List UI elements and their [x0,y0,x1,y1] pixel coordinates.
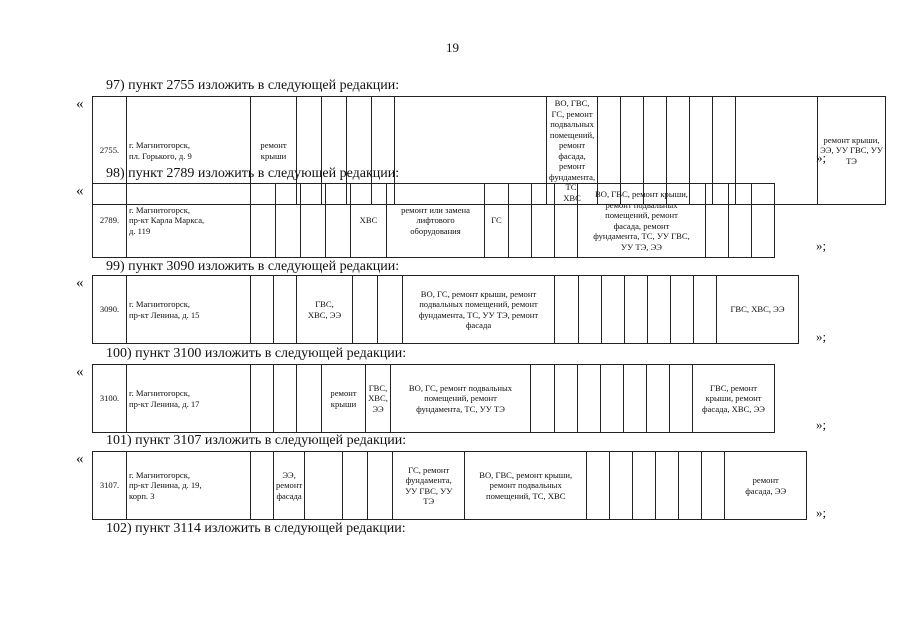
amendment-table [92,364,775,433]
table-cell [647,365,670,433]
close-quote: »; [816,505,827,520]
table-cell: ХВС [351,184,387,258]
table-cell: ВО, ГВС, ремонт крыши, ремонт подвальных помещений, ремонт фасада, ремонт фундамента, ТС, УУ ГВС, УУ ТЭ, ЭЭ [578,184,706,258]
table-cell [378,276,403,344]
table-cell: ГС [485,184,509,258]
address-cell: г. Магнитогорск, пр-кт Ленина, д. 15 [127,276,251,344]
item-number: 3100. [93,365,127,433]
amendment-heading: 99) пункт 3090 изложить в следующей редакции: [106,259,400,274]
page-number: 19 [446,40,459,55]
table-cell [624,365,647,433]
table-cell [555,365,578,433]
amendment-heading: 101) пункт 3107 изложить в следующей редакции: [106,433,407,448]
table-cell: ремонт крыши [251,97,297,205]
table-cell: ВО, ГВС, ремонт крыши, ремонт подвальных помещений, ТС, ХВС [465,452,587,520]
table-row [93,365,775,433]
address-cell: г. Магнитогорск, пр-кт Ленина, д. 19, корп. 3 [127,452,251,520]
amendment-heading: 97) пункт 2755 изложить в следующей редакции: [106,78,400,93]
table-cell [531,365,555,433]
table-cell [670,365,693,433]
table-cell [297,365,322,433]
table-cell [752,184,775,258]
table-cell [610,452,633,520]
table-cell [694,276,717,344]
table-cell [602,276,625,344]
close-quote: »; [816,417,827,432]
table-cell [251,365,274,433]
table-row [93,184,775,258]
table-cell [579,276,602,344]
amendment-heading: 100) пункт 3100 изложить в следующей редакции: [106,346,407,361]
table-cell [353,276,378,344]
address-cell: г. Магнитогорск, пр-кт Ленина, д. 17 [127,365,251,433]
table-cell [671,276,694,344]
table-cell [276,184,301,258]
open-quote: « [76,451,84,467]
table-cell [679,452,702,520]
table-cell: ГВС, ХВС, ЭЭ [717,276,799,344]
open-quote: « [76,183,84,199]
item-number: 3107. [93,452,127,520]
table-cell [305,452,343,520]
table-cell [368,452,393,520]
table-cell [555,184,578,258]
table-cell [301,184,326,258]
table-cell [251,184,276,258]
address-cell: г. Магнитогорск, пл. Горького, д. 9 [127,97,251,205]
table-cell [251,276,274,344]
amendment-heading: 98) пункт 2789 изложить в следующей редакции: [106,166,400,181]
item-number: 3090. [93,276,127,344]
open-quote: « [76,96,84,112]
open-quote: « [76,364,84,380]
table-row [93,452,807,520]
table-cell: ГС, ремонт фундамента, УУ ГВС, УУ ТЭ [393,452,465,520]
table-cell [532,184,555,258]
table-cell [251,452,274,520]
table-cell [274,276,297,344]
item-number: 2789. [93,184,127,258]
open-quote: « [76,275,84,291]
table-cell: ремонт крыши, ЭЭ, УУ ГВС, УУ ТЭ [818,97,886,205]
address-cell: г. Магнитогорск, пр-кт Карла Маркса, д. 119 [127,184,251,258]
table-cell [578,365,601,433]
table-cell [274,365,297,433]
table-cell [633,452,656,520]
amendment-table [92,275,799,344]
table-cell: ГВС, ХВС, ЭЭ [297,276,353,344]
table-cell: ВО, ГС, ремонт крыши, ремонт подвальных помещений, ремонт фундамента, ТС, УУ ТЭ, ремонт фасада [403,276,555,344]
table-cell [729,184,752,258]
table-cell: ВО, ГС, ремонт подвальных помещений, ремонт фундамента, ТС, УУ ТЭ [391,365,531,433]
table-cell: ремонт или замена лифтового оборудования [387,184,485,258]
amendment-heading: 102) пункт 3114 изложить в следующей редакции: [106,521,406,536]
table-cell: ремонт фасада, ЭЭ [725,452,807,520]
table-cell: ГВС, ремонт крыши, ремонт фасада, ХВС, ЭЭ [693,365,775,433]
table-cell: ВО, ГВС, ГС, ремонт подвальных помещений, ремонт фасада, ремонт фундамента, ТС, ХВС [547,97,598,205]
table-cell [656,452,679,520]
item-number: 2755. [93,97,127,205]
close-quote: »; [816,238,827,253]
amendment-table [92,451,807,520]
close-quote: »; [816,329,827,344]
table-cell [509,184,532,258]
table-cell [601,365,624,433]
table-row [93,276,799,344]
table-cell [625,276,648,344]
table-cell [587,452,610,520]
amendment-table [92,183,775,258]
table-cell: ГВС, ХВС, ЭЭ [366,365,391,433]
close-quote: »; [816,150,827,165]
table-cell [648,276,671,344]
table-cell [343,452,368,520]
table-cell [326,184,351,258]
table-cell: ЭЭ, ремонт фасада [274,452,305,520]
table-cell [706,184,729,258]
table-cell [555,276,579,344]
table-cell [702,452,725,520]
table-cell: ремонт крыши [322,365,366,433]
